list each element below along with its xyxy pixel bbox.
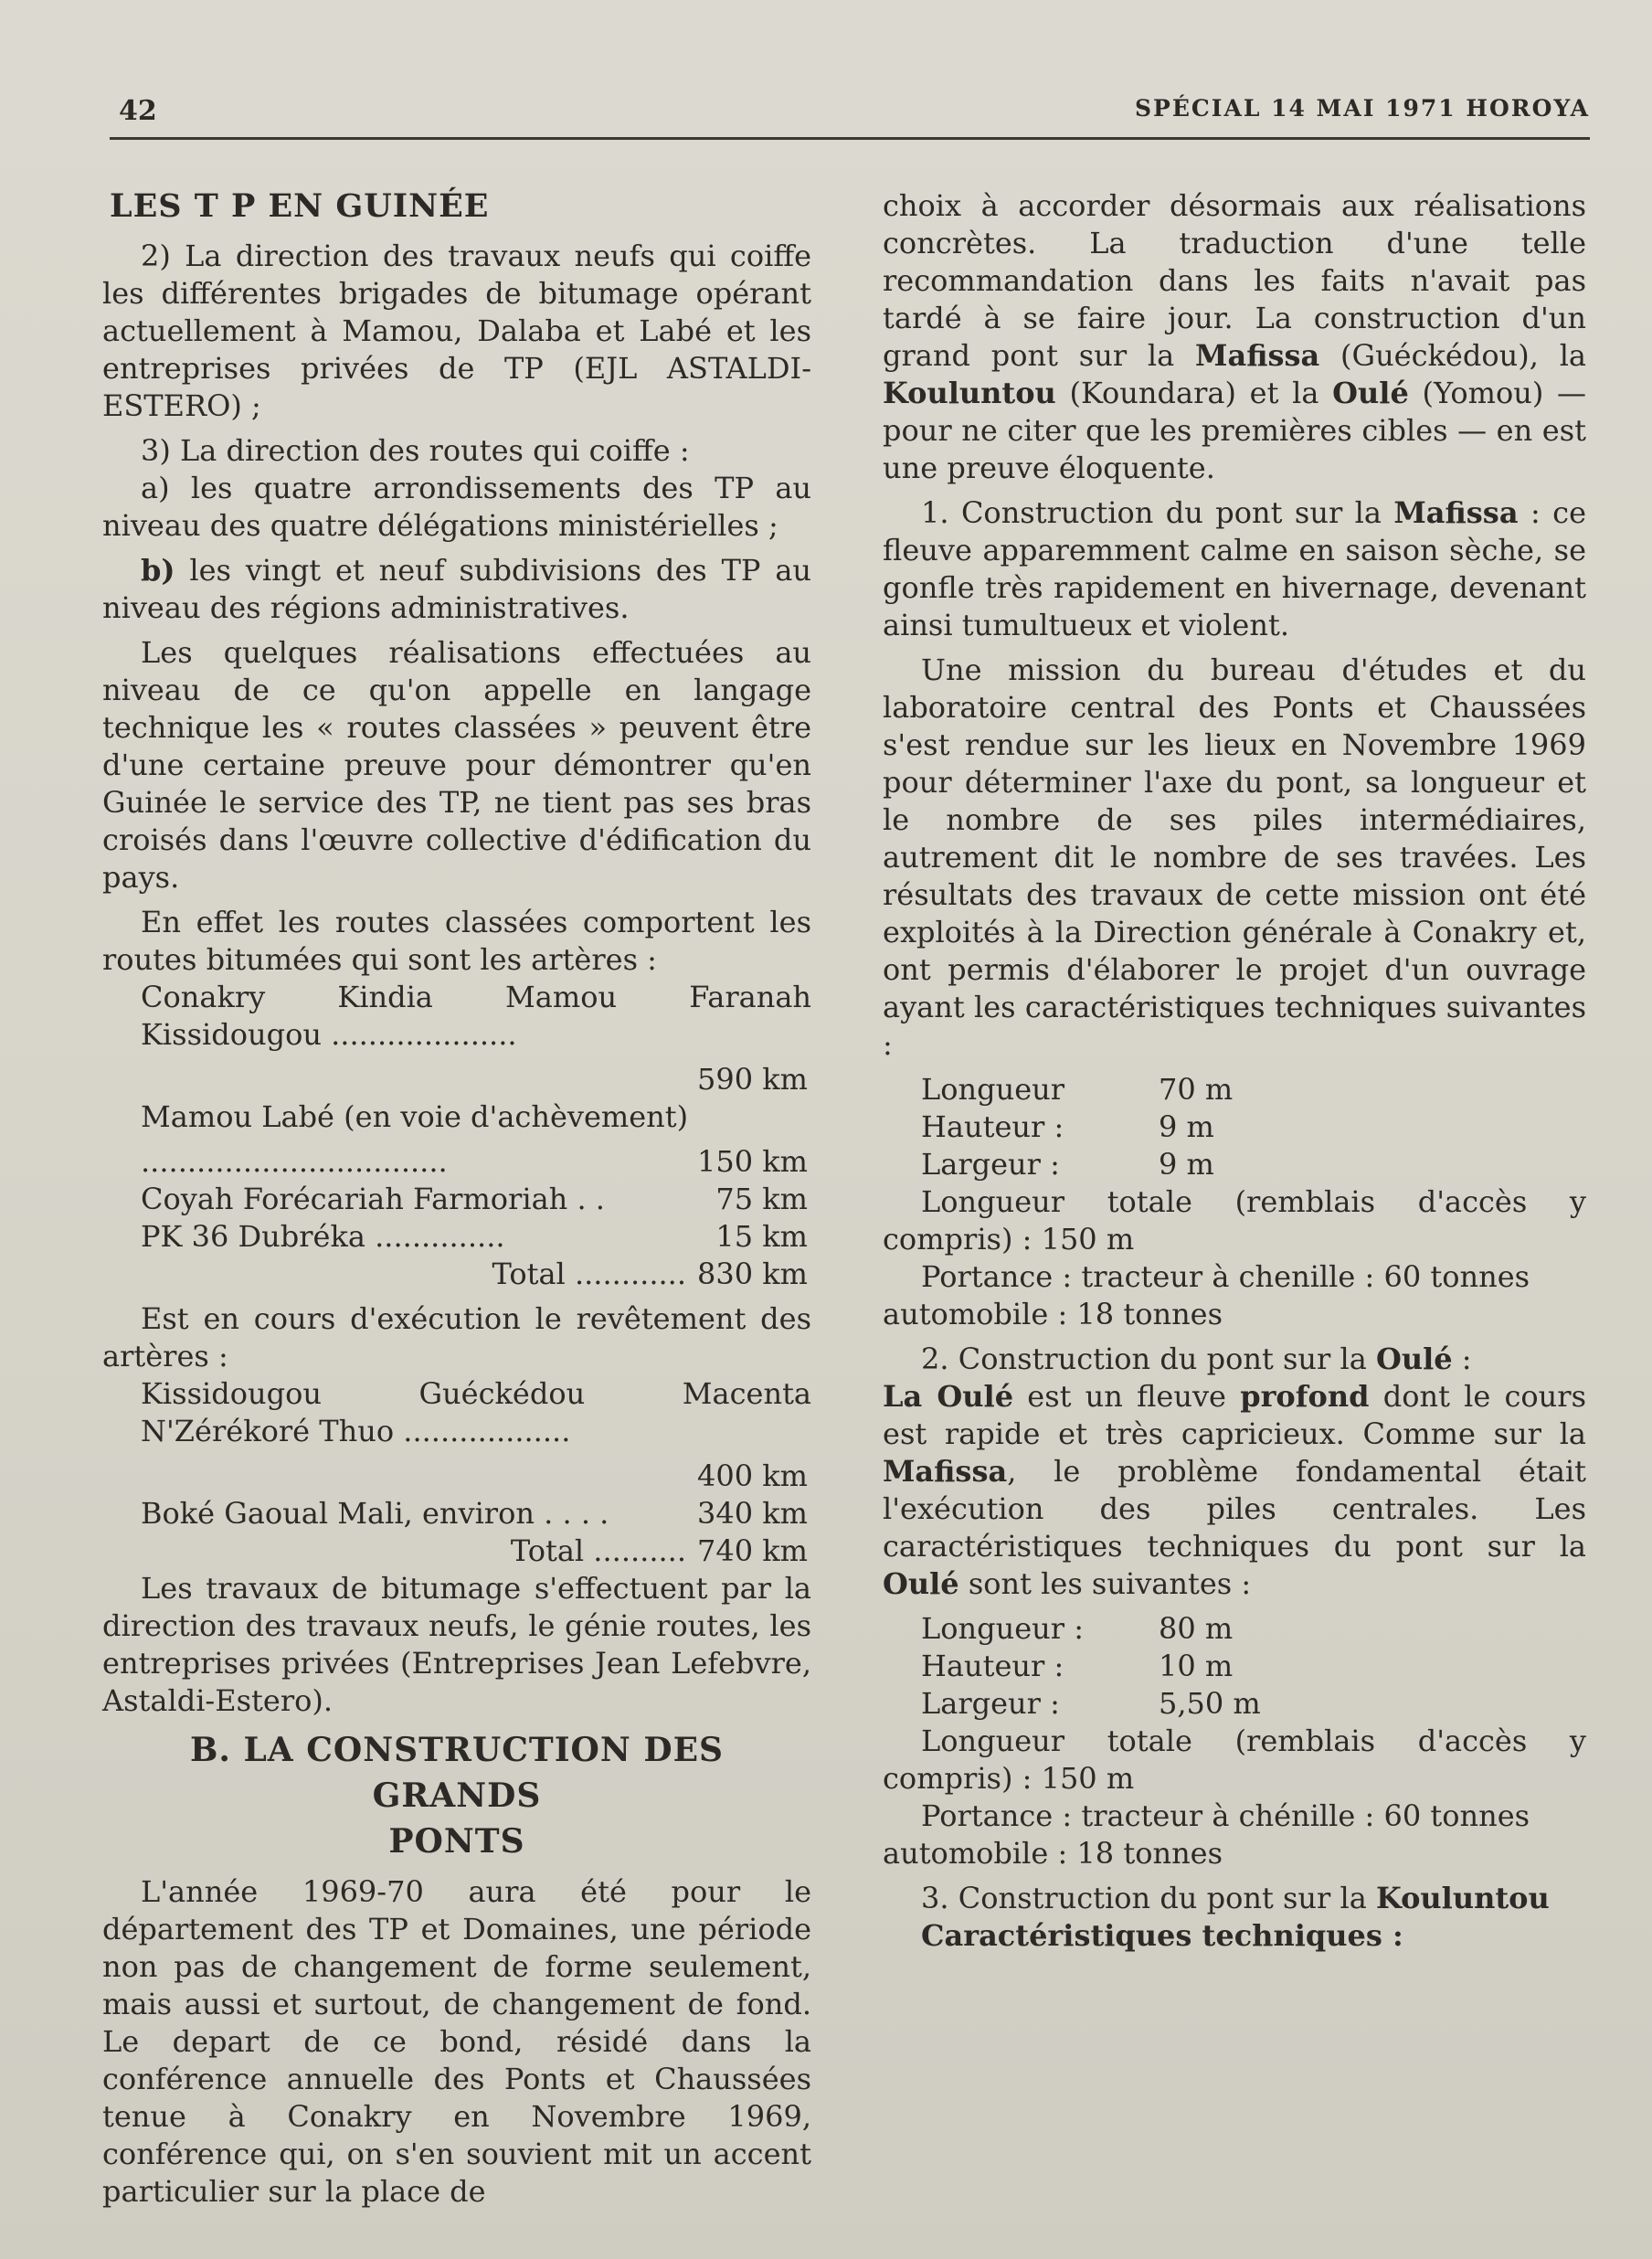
paragraph: L'année 1969-70 aura été pour le département des TP et Domaines, une période non pas de changement de forme seulement, mais aussi et surtout, de changement de fond. Le depart de ce bond, résidé dans la conférence annuelle des Ponts et Chaussées tenue à Conakry en Novembre 1969, conférence qui, on s'en souvient mit un accent particulier sur la place de bbox=[102, 1874, 811, 2209]
spec-total: Longueur totale (remblais d'accès y compris) : 150 m bbox=[883, 1184, 1586, 1257]
header-rule bbox=[110, 137, 1590, 140]
spec-row: Hauteur : 9 m bbox=[921, 1109, 1214, 1144]
list-marker: b) bbox=[141, 553, 175, 588]
paragraph: Une mission du bureau d'études et du laboratoire central des Ponts et Chaussées s'est rendue sur les lieux en Novembre 1969 pour déterminer l'axe du pont, sa longueur et le nombre de ses piles intermédiaires, autrement dit le nombre de ses travées. Les résultats des travaux de cette mission ont été exploités à la Direction générale à Conakry et, ont permis d'élaborer le projet d'un ouvrage ayant les caractéristiques techniques suivantes : bbox=[883, 652, 1586, 1062]
route-total: Total .......... 740 km bbox=[510, 1533, 808, 1568]
spec-row: Largeur : 5,50 m bbox=[921, 1686, 1261, 1721]
paragraph: En effet les routes classées comportent les routes bitumées qui sont les artères : bbox=[102, 905, 811, 977]
paragraph bbox=[102, 552, 811, 627]
spec-total: Longueur totale (remblais d'accès y compris) : 150 m bbox=[883, 1723, 1586, 1796]
page-header bbox=[110, 90, 1590, 144]
spec-portance: Portance : tracteur à chenille : 60 tonnes bbox=[921, 1259, 1530, 1294]
paragraph-text: les vingt et neuf subdivisions des TP au niveau des régions administratives. bbox=[102, 553, 811, 625]
left-column bbox=[102, 187, 811, 2218]
subheading-paragraph: 2. Construction du pont sur la Oulé : bbox=[921, 1342, 1472, 1376]
paragraph: Les travaux de bitumage s'effectuent par la direction des travaux neufs, le génie routes, les entreprises privées (Entreprises Jean Lefebvre, Astaldi-Estero). bbox=[102, 1571, 811, 1718]
spec-portance: Portance : tracteur à chénille : 60 tonnes bbox=[921, 1798, 1530, 1833]
paragraph: choix à accorder désormais aux réalisations concrètes. La traduction d'une telle recommandation dans les faits n'avait pas tardé à se faire jour. La construction d'un grand pont sur la Mafissa (Guéckédou), la Kouluntou (Koundara) et la Oulé (Yomou) — pour ne citer que les premières cibles — en est une preuve éloquente. bbox=[883, 188, 1587, 485]
paragraph: 2) La direction des travaux neufs qui coiffe les différentes brigades de bitumage opérant actuellement à Mamou, Dalaba et Labé et les entreprises privées de TP (EJL ASTALDI-ESTERO) ; bbox=[102, 239, 811, 423]
route-entry: Mamou Labé (en voie d'achèvement) bbox=[141, 1099, 689, 1134]
spec-automobile: automobile : 18 tonnes bbox=[883, 1297, 1223, 1331]
subheading-paragraph: 1. Construction du pont sur la Mafissa : ce fleuve apparemment calme en saison sèche, se gonfle très rapidement en hivernage, devenant ainsi tumultueux et violent. bbox=[883, 495, 1586, 642]
paragraph: La Oulé est un fleuve profond dont le cours est rapide et très capricieux. Comme sur la Mafissa, le problème fondamental était l'exécution des piles centrales. Les caractéristiques techniques du pont sur la Oulé sont les suivantes : bbox=[883, 1379, 1587, 1601]
paragraph: Les quelques réalisations effectuées au niveau de ce qu'on appelle en langage technique les « routes classées » peuvent être d'une certaine preuve pour démontrer qu'en Guinée le service des TP, ne tient pas ses bras croisés dans l'œuvre collective d'édification du pays. bbox=[102, 635, 811, 895]
spec-row: Longueur 70 m bbox=[921, 1072, 1234, 1107]
right-column bbox=[883, 187, 1586, 1962]
page-number: 42 bbox=[119, 95, 157, 127]
spec-row: Largeur : 9 m bbox=[921, 1147, 1214, 1182]
route-total: Total ............ 830 km bbox=[492, 1257, 808, 1291]
paragraph: a) les quatre arrondissements des TP au niveau des quatre délégations ministérielles ; bbox=[102, 471, 811, 543]
route-distance: 400 km bbox=[697, 1458, 808, 1493]
route-entry: Coyah Forécariah Farmoriah . . 75 km bbox=[141, 1182, 808, 1216]
chapter-title: B. LA CONSTRUCTION DES GRANDS PONTS bbox=[189, 1731, 725, 1861]
route-entry: Boké Gaoual Mali, environ . . . . 340 km bbox=[141, 1496, 808, 1531]
section-title: LES T P EN GUINÉE bbox=[110, 187, 490, 225]
publication-line: SPÉCIAL 14 MAI 1971 HOROYA bbox=[1134, 95, 1590, 122]
subheading-paragraph: 3. Construction du pont sur la Kouluntou bbox=[921, 1881, 1550, 1915]
paragraph: 3) La direction des routes qui coiffe : bbox=[141, 433, 690, 468]
route-entry: Kissidougou Guéckédou Macenta N'Zérékoré Thuo .................. bbox=[141, 1376, 811, 1448]
route-entry: ................................. 150 km bbox=[141, 1144, 808, 1179]
route-distance: 590 km bbox=[697, 1062, 808, 1097]
spec-automobile: automobile : 18 tonnes bbox=[883, 1836, 1223, 1871]
spec-row: Hauteur : 10 m bbox=[921, 1649, 1234, 1683]
route-entry: Conakry Kindia Mamou Faranah Kissidougou .................... bbox=[141, 980, 811, 1052]
subheading: Caractéristiques techniques : bbox=[921, 1918, 1403, 1953]
spec-row: Longueur : 80 m bbox=[921, 1611, 1234, 1646]
paragraph: Est en cours d'exécution le revêtement des artères : bbox=[102, 1301, 811, 1373]
route-entry: PK 36 Dubréka .............. 15 km bbox=[141, 1219, 808, 1254]
